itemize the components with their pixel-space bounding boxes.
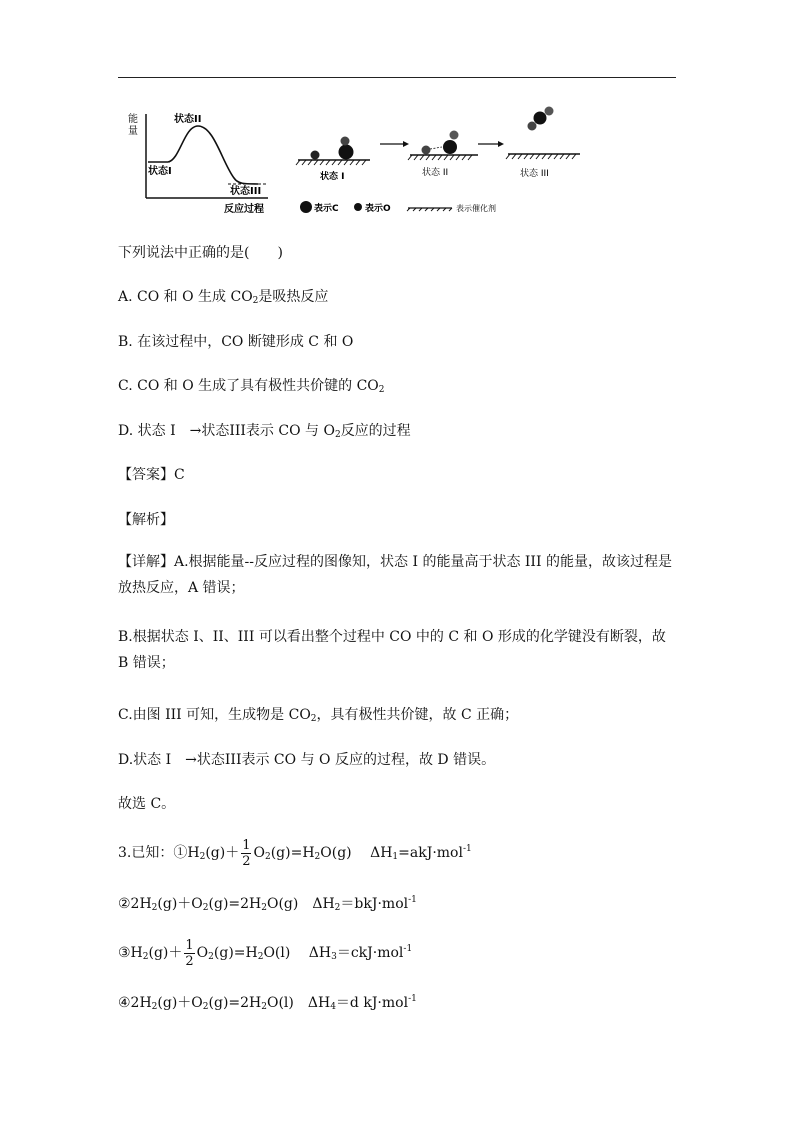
process-illustration	[296, 107, 580, 215]
eq-subscript: 2	[261, 1002, 267, 1012]
x-axis-label: 反应过程	[224, 204, 264, 215]
eq-subscript: 1	[392, 852, 399, 862]
eq-text: (g)＋	[205, 845, 240, 861]
eq-subscript: 2	[261, 903, 267, 913]
detail-c-text: C.由图 III 可知，生成物是 CO	[118, 707, 311, 723]
conclusion: 故选 C。	[118, 796, 176, 812]
eq-subscript: 2	[199, 852, 206, 862]
legend-catalyst-label: 表示催化剂	[456, 204, 496, 213]
option-b: B. 在该过程中，CO 断键形成 C 和 O	[118, 334, 354, 350]
option-d-text-end: 反应的过程	[340, 423, 411, 439]
eq-subscript: 2	[202, 903, 209, 913]
eq-text: ＝bkJ·mol	[340, 896, 409, 912]
question-text: 下列说法中正确的是( )	[118, 245, 283, 261]
eq-text: ②2H	[118, 896, 152, 912]
option-a-text-end: 是吸热反应	[258, 289, 329, 305]
oxygen-atom	[341, 137, 350, 146]
eq-text: O(l) ΔH	[266, 995, 331, 1011]
eq-text: (g)＋O	[157, 995, 203, 1011]
eq-subscript: 2	[142, 952, 149, 962]
oxygen-atom	[311, 151, 320, 160]
y-axis-label-1: 能	[128, 114, 138, 125]
eq-text: 3.已知：①H	[118, 845, 200, 861]
eq-text: (g)=H	[213, 945, 258, 961]
energy-diagram	[128, 112, 268, 215]
fraction-denominator: 2	[185, 953, 194, 969]
eq-text: (g)=2H	[208, 896, 262, 912]
oxygen-atom	[545, 107, 554, 116]
eq-text: =akJ·mol	[398, 845, 463, 861]
eq-superscript: -1	[408, 895, 417, 905]
arrow-2-head	[498, 141, 504, 147]
equation-4	[118, 992, 417, 1012]
equation-3	[118, 932, 412, 974]
equation-2	[118, 893, 417, 913]
eq-subscript: 2	[264, 852, 271, 862]
state2-label: 状态II	[174, 114, 202, 125]
forming-bond	[430, 147, 442, 149]
eq-superscript: -1	[408, 994, 417, 1004]
eq-subscript: 3	[331, 952, 337, 962]
fraction-numerator: 1	[242, 837, 251, 853]
reaction-figure	[118, 104, 588, 216]
carbon-atom	[443, 140, 457, 154]
detail-b: B.根据状态 I、II、III 可以看出整个过程中 CO 中的 C 和 O 形成的化学键没有断裂，故 B 错误；	[118, 629, 666, 671]
eq-text: (g)=2H	[208, 995, 262, 1011]
option-d	[118, 420, 411, 440]
eq-text: O(g) ΔH	[266, 896, 335, 912]
eq-text: O	[253, 845, 265, 861]
eq-subscript: 2	[334, 903, 341, 913]
eq-text: O	[196, 945, 209, 961]
eq-text: O(l) ΔH	[263, 945, 332, 961]
option-c-text: C. CO 和 O 生成了具有极性共价键的 CO	[118, 378, 379, 394]
legend-carbon-label: 表示C	[314, 204, 339, 214]
eq-text: (g)=H	[270, 845, 315, 861]
option-a-text: A. CO 和 O 生成 CO	[118, 289, 253, 305]
option-a	[118, 286, 328, 306]
legend-carbon-swatch	[300, 201, 312, 213]
eq-superscript: -1	[403, 944, 413, 954]
eq-subscript: 2	[202, 1002, 209, 1012]
state3-label: 状态III	[230, 186, 262, 197]
arrow-1-head	[403, 141, 409, 147]
eq-text: ③H	[118, 945, 143, 961]
oxygen-atom	[450, 131, 459, 140]
carbon-atom	[339, 145, 354, 160]
analysis-heading: 【解析】	[118, 512, 174, 528]
step1-label: 状态 I	[320, 172, 345, 182]
option-c	[118, 375, 385, 395]
option-a-subscript: 2	[252, 296, 259, 306]
fraction-numerator: 1	[185, 937, 194, 953]
detail-a: 【详解】A.根据能量--反应过程的图像知，状态 I 的能量高于状态 III 的能量，故该过程是放热反应，A 错误；	[118, 554, 672, 596]
eq-text: ＝d kJ·mol	[335, 995, 409, 1011]
equation-1	[118, 832, 472, 874]
eq-subscript: 2	[257, 952, 264, 962]
detail-c	[118, 704, 518, 724]
legend-oxygen-swatch	[354, 203, 362, 211]
header-rule	[118, 77, 676, 78]
legend-oxygen-label: 表示O	[365, 204, 391, 214]
detail-c-text-end: ，具有极性共价键，故 C 正确；	[316, 707, 519, 723]
eq-text: (g)＋	[148, 945, 183, 961]
eq-text: ＝ckJ·mol	[336, 945, 404, 961]
fraction-denominator: 2	[242, 853, 251, 869]
oxygen-atom	[528, 122, 537, 131]
eq-subscript: 2	[208, 952, 214, 962]
step2-label: 状态 II	[422, 168, 449, 178]
option-d-subscript: 2	[334, 430, 341, 440]
eq-text: ④2H	[118, 995, 152, 1011]
state1-label: 状态I	[148, 166, 172, 177]
step3-label: 状态 III	[520, 169, 549, 179]
option-d-text: D. 状态 I →状态III表示 CO 与 O	[118, 423, 335, 439]
detail-d: D.状态 I →状态III表示 CO 与 O 反应的过程，故 D 错误。	[118, 752, 496, 768]
eq-subscript: 2	[314, 852, 321, 862]
fraction-half	[241, 838, 251, 869]
eq-superscript: -1	[462, 844, 472, 854]
eq-subscript: 2	[151, 903, 158, 913]
answer-line: 【答案】C	[118, 467, 185, 483]
eq-text: O(g) ΔH	[320, 845, 393, 861]
carbon-atom	[534, 112, 547, 125]
y-axis-label-2: 量	[128, 126, 138, 137]
eq-subscript: 4	[330, 1002, 336, 1012]
fraction-half	[184, 938, 194, 969]
detail-c-subscript: 2	[310, 714, 317, 724]
eq-subscript: 2	[151, 1002, 158, 1012]
oxygen-atom	[422, 146, 431, 155]
eq-text: (g)＋O	[157, 896, 203, 912]
option-c-subscript: 2	[378, 385, 385, 395]
